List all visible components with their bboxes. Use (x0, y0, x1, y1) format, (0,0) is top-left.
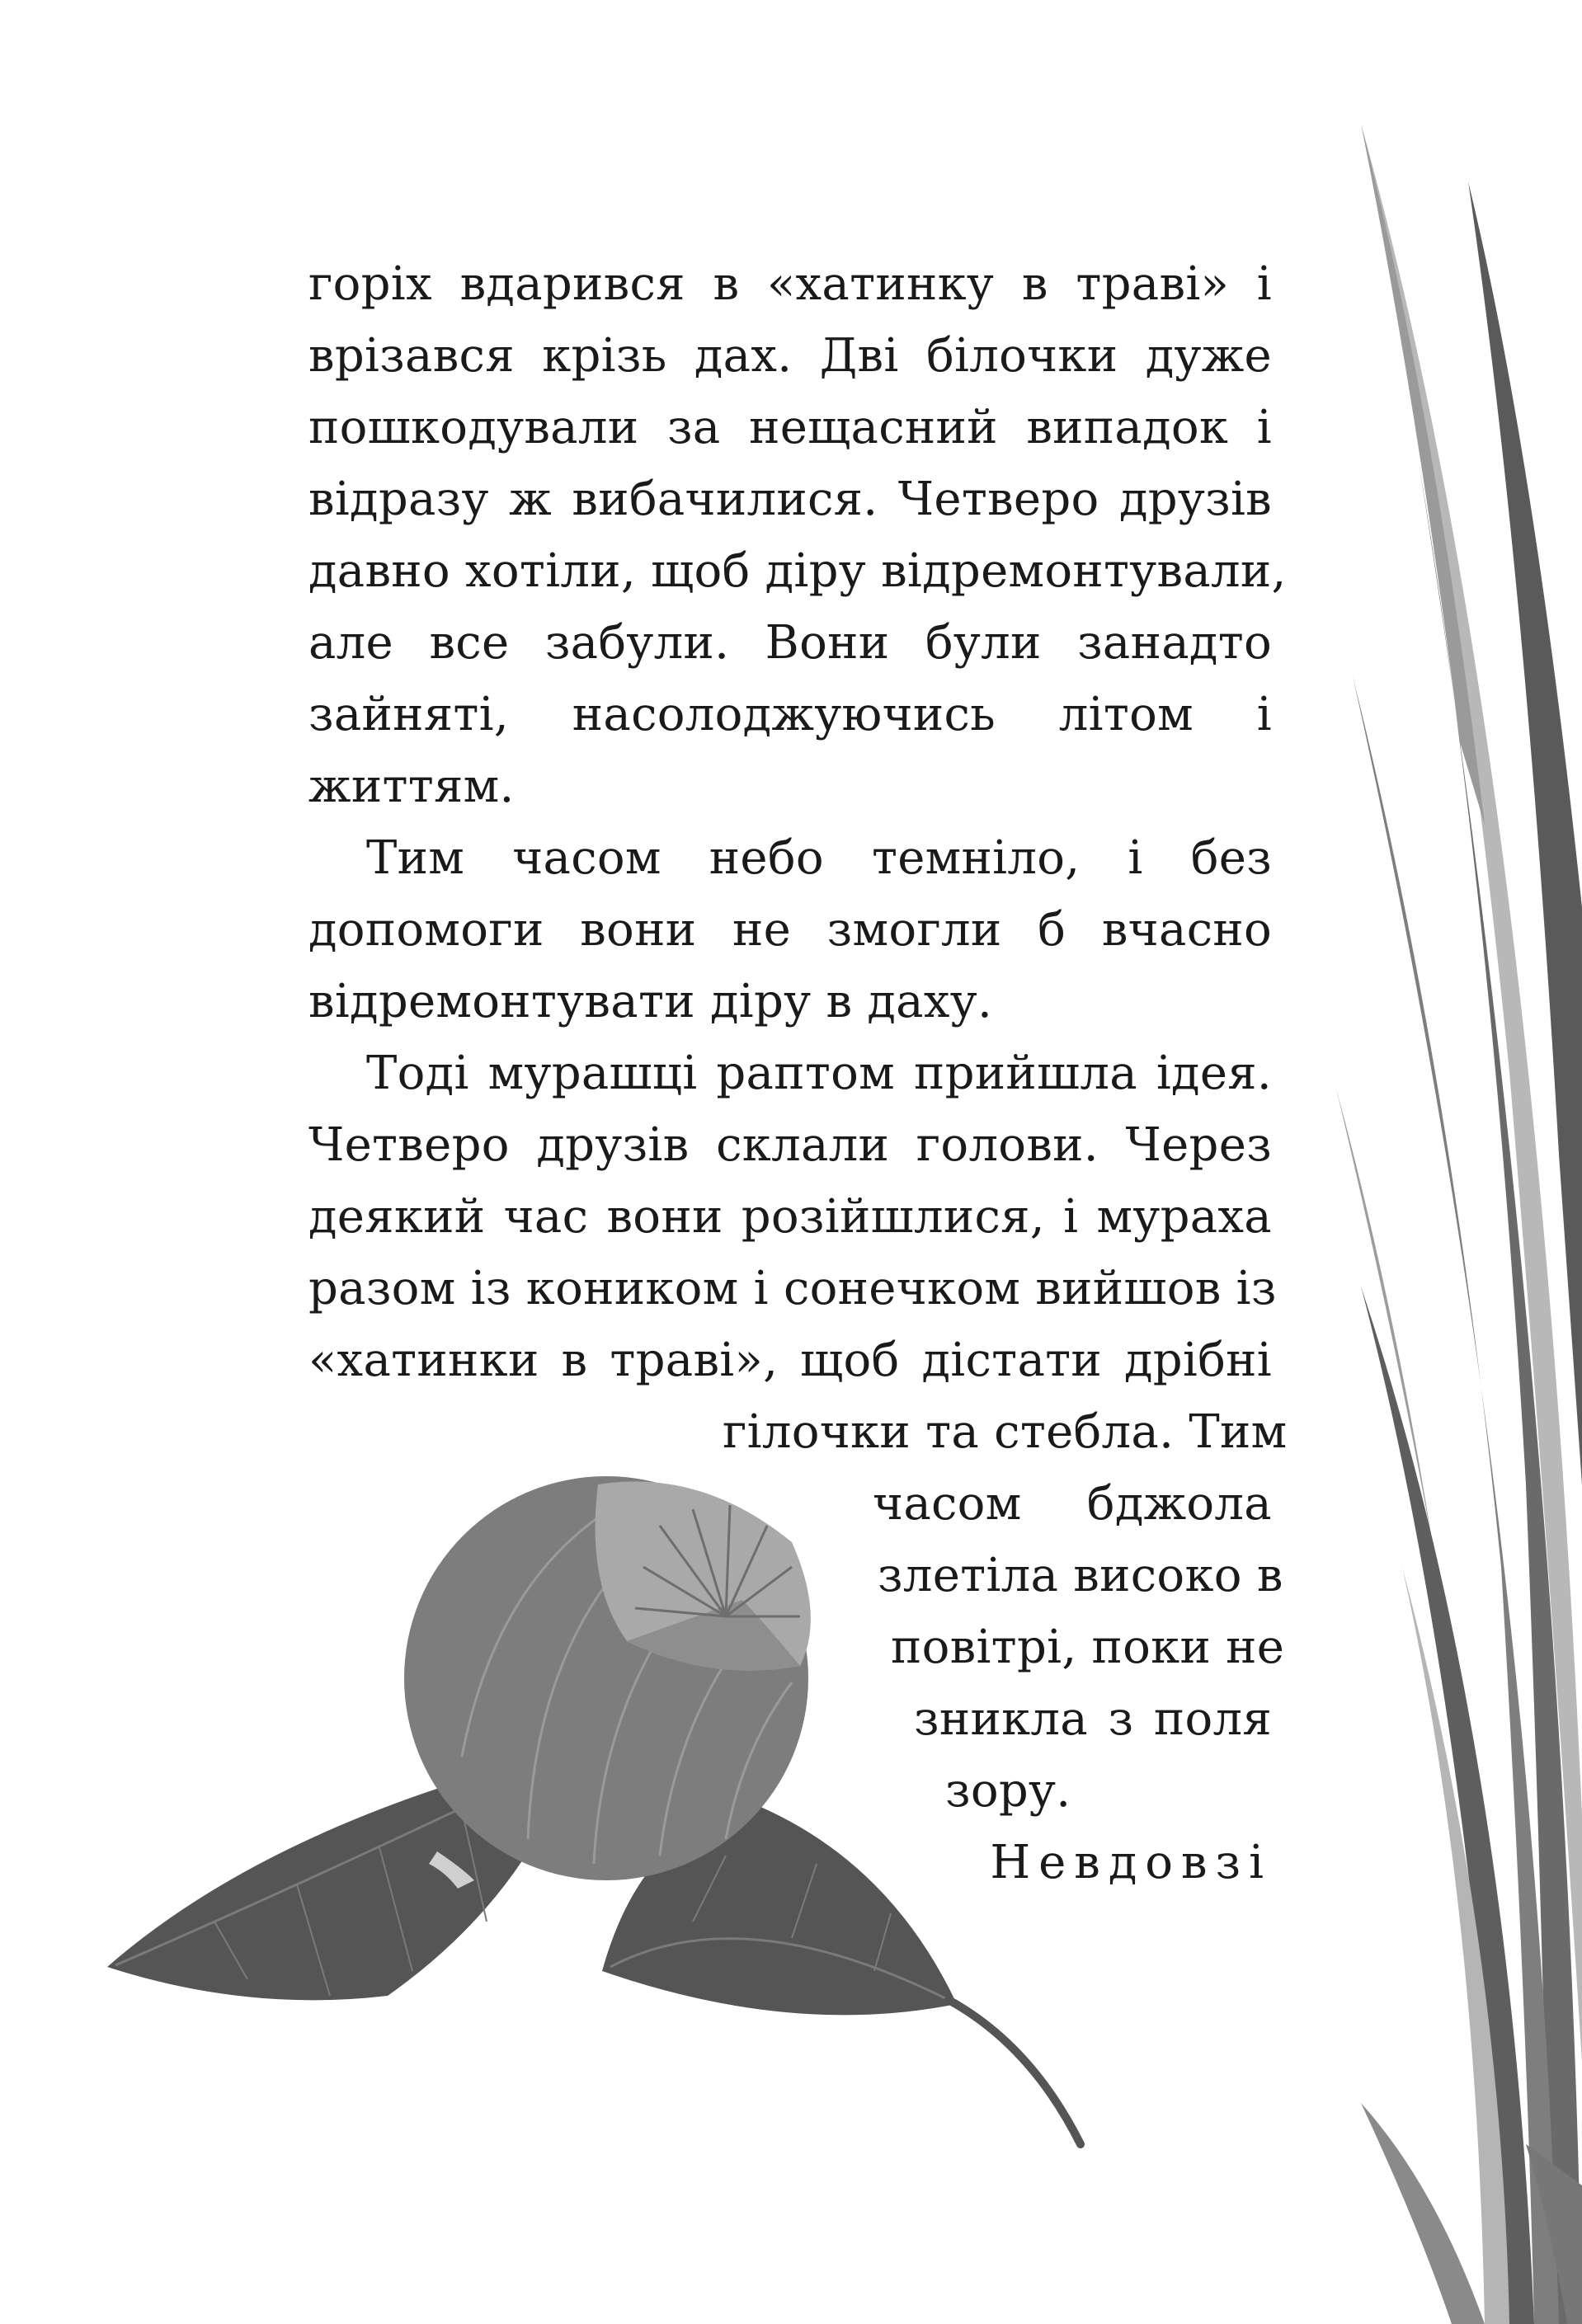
paragraph-line: зникла з поля (914, 1692, 1272, 1746)
paragraph-line: горіх вдарився в «хатинку в траві» і (308, 257, 1272, 311)
paragraph-line: Невдовзі (990, 1836, 1272, 1889)
paragraph-line: але все забули. Вони були занадто (308, 616, 1272, 670)
paragraph-line: Тим часом небо темніло, і без (366, 831, 1272, 885)
paragraph-line: деякий час вони розійшлися, і мураха (308, 1190, 1272, 1244)
paragraph-line: повітрі, поки не (891, 1621, 1285, 1674)
paragraph-line: зору. (945, 1764, 1071, 1818)
paragraph-line: зайняті, насолоджуючись літом і (308, 688, 1272, 741)
paragraph-line: відразу ж вибачилися. Четверо друзів (308, 473, 1272, 526)
paragraph-line: Тоді мурашці раптом прийшла ідея. (366, 1047, 1272, 1100)
paragraph-line: врізався крізь дах. Дві білочки дуже (308, 329, 1272, 383)
paragraph-line: разом із коником і сонечком вийшов із (308, 1262, 1277, 1315)
paragraph-line: давно хотіли, щоб діру відремонтували, (308, 544, 1287, 598)
paragraph-line: Четверо друзів склали голови. Через (308, 1118, 1272, 1172)
paragraph-line: гілочки та стебла. Тим (723, 1405, 1288, 1459)
paragraph-line: допомоги вони не змогли б вчасно (308, 903, 1272, 957)
paragraph-line: життям. (308, 760, 515, 813)
paragraph-line: злетіла високо в (878, 1549, 1283, 1602)
paragraph-line: відремонтувати діру в даху. (308, 975, 993, 1028)
paragraph-line: пошкодували за нещасний випадок і (308, 401, 1272, 454)
paragraph-line: «хатинки в траві», щоб дістати дрібні (308, 1334, 1272, 1387)
paragraph-line: часом бджола (873, 1477, 1272, 1531)
grass-illustration (1336, 124, 1582, 2324)
